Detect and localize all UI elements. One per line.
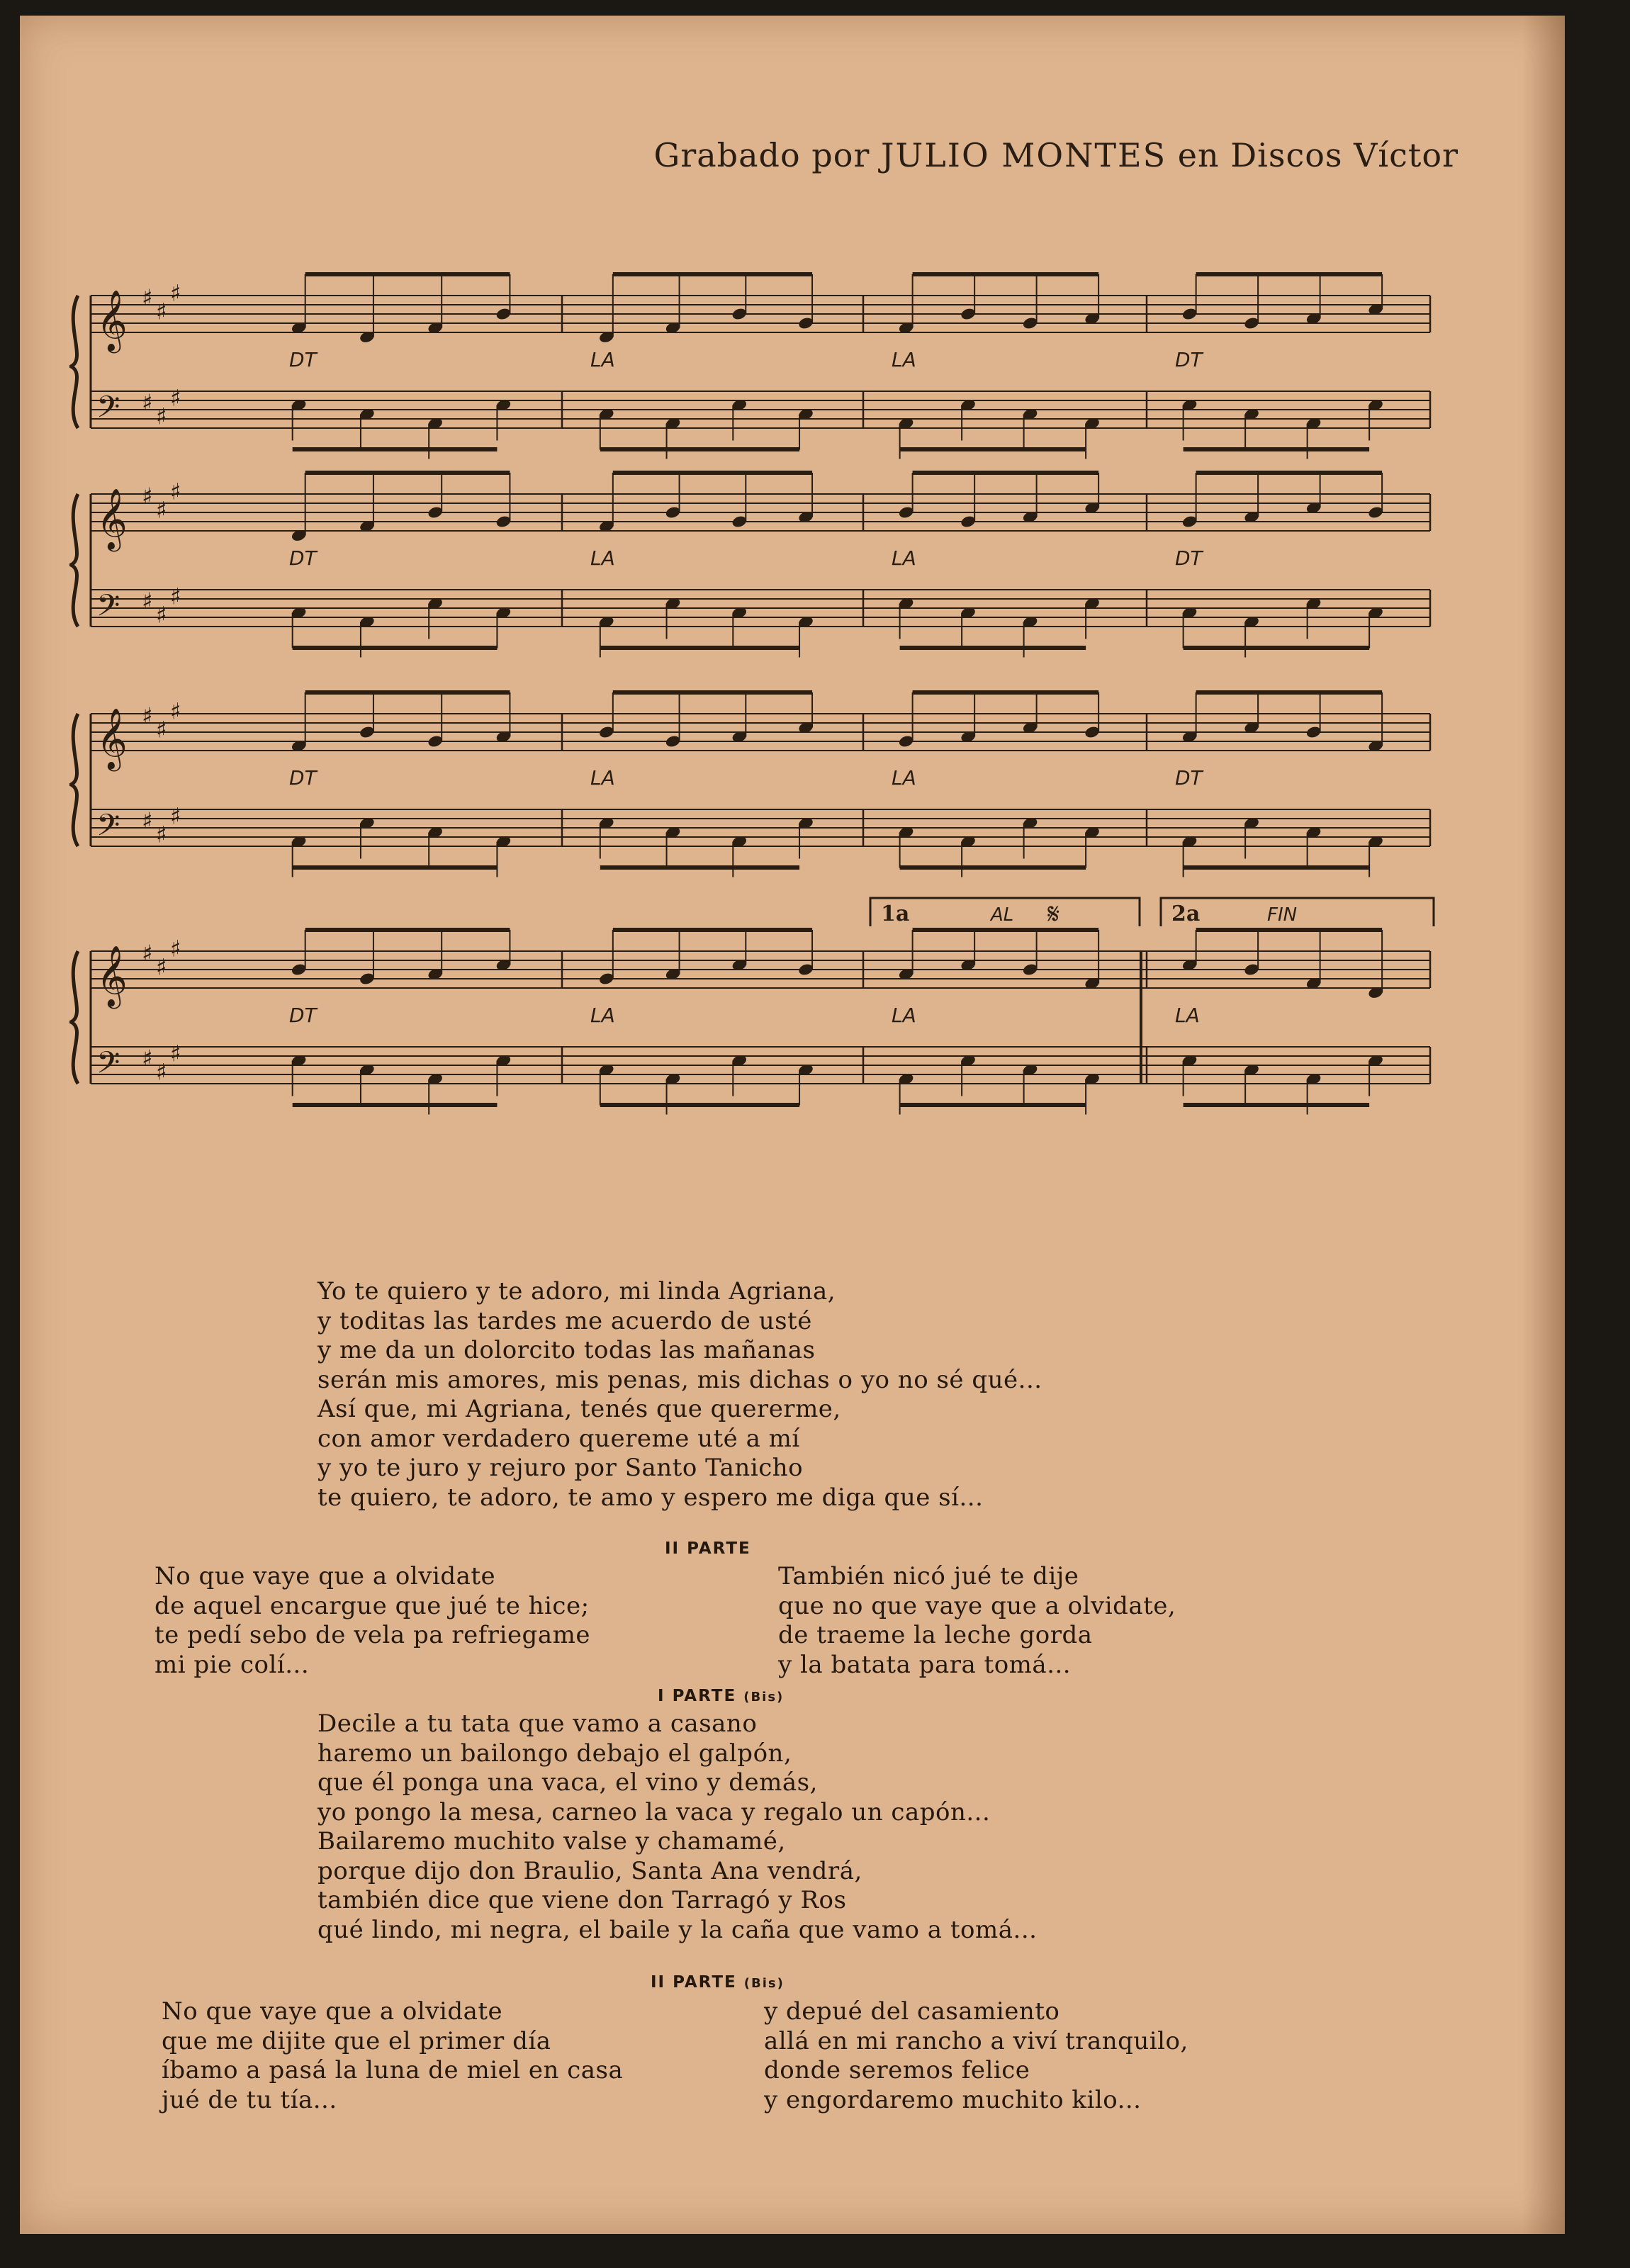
sharp-icon: ♯	[142, 284, 153, 311]
sharp-icon: ♯	[156, 1058, 167, 1086]
chord-label: LA	[590, 766, 615, 790]
bass-clef-icon: 𝄢	[96, 390, 120, 432]
treble-clef-icon: 𝄞	[96, 290, 128, 351]
heading-bis-tag: (Bis)	[743, 1690, 785, 1705]
lyric-line: qué lindo, mi negra, el baile y la caña que vamo a tomá...	[317, 1915, 1038, 1944]
volta-2-label: 2a	[1171, 902, 1201, 926]
lyric-line: y depué del casamiento	[764, 1997, 1060, 2026]
sheet-music-score	[69, 271, 1458, 1263]
lyric-line: de traeme la leche gorda	[778, 1621, 1093, 1649]
lyric-line: y yo te juro y rejuro por Santo Tanicho	[317, 1454, 804, 1482]
sharp-icon: ♯	[170, 802, 181, 830]
lyric-line: íbamo a pasá la luna de miel en casa	[162, 2056, 624, 2084]
sharp-icon: ♯	[142, 807, 153, 834]
lyric-line: de aquel encargue que jué te hice;	[154, 1591, 590, 1620]
volta-1-label: 1a	[881, 902, 910, 926]
lyric-line: y me da un dolorcito todas las mañanas	[317, 1336, 816, 1364]
chord-label: DT	[289, 1004, 317, 1027]
treble-clef-icon: 𝄞	[96, 488, 128, 549]
lyric-line: También nicó jué te dije	[778, 1562, 1079, 1590]
lyric-line: donde seremos felice	[764, 2056, 1030, 2084]
lyric-line: que me dijite que el primer día	[162, 2026, 551, 2055]
recorded-suffix: en Discos Víctor	[1177, 136, 1458, 174]
lyric-line: mi pie colí...	[154, 1650, 310, 1679]
chord-label: DT	[1175, 766, 1203, 790]
heading-text: II PARTE	[665, 1539, 751, 1558]
chord-label: LA	[892, 546, 916, 570]
bass-clef-icon: 𝄢	[96, 808, 120, 850]
lyrics-part2-left	[154, 1562, 590, 1680]
chord-label: LA	[590, 546, 615, 570]
sharp-icon: ♯	[142, 1045, 153, 1072]
chord-label: LA	[590, 348, 615, 371]
brace	[71, 951, 78, 1084]
lyric-line: yo pongo la mesa, carneo la vaca y regalo un capón...	[317, 1797, 991, 1826]
volta-bracket-2	[1161, 898, 1434, 926]
sharp-icon: ♯	[142, 389, 153, 416]
brace	[71, 494, 78, 627]
lyric-line: y engordaremo muchito kilo...	[764, 2085, 1142, 2114]
lyric-line: también dice que viene don Tarragó y Ros	[317, 1886, 847, 1914]
sharp-icon: ♯	[156, 496, 167, 524]
chord-label: DT	[289, 766, 317, 790]
lyrics-part2-bis-left	[162, 1997, 623, 2115]
chord-label: DT	[289, 546, 317, 570]
chord-label: LA	[892, 1004, 916, 1027]
sharp-icon: ♯	[156, 601, 167, 629]
score-svg	[69, 271, 1458, 1263]
section-heading-part1-bis	[658, 1687, 784, 1705]
volta-2-mark: FIN	[1267, 904, 1298, 926]
sharp-icon: ♯	[170, 583, 181, 610]
lyric-line: No que vaye que a olvidate	[162, 1997, 503, 2026]
sharp-icon: ♯	[170, 1040, 181, 1067]
sharp-icon: ♯	[170, 697, 181, 725]
bass-clef-icon: 𝄢	[96, 588, 120, 631]
sharp-icon: ♯	[142, 702, 153, 729]
lyric-line: con amor verdadero quereme uté a mí	[317, 1424, 800, 1453]
sharp-icon: ♯	[170, 279, 181, 307]
lyric-line: y toditas las tardes me acuerdo de usté	[317, 1306, 812, 1335]
sharp-icon: ♯	[156, 821, 167, 848]
sharp-icon: ♯	[156, 298, 167, 325]
volta-1-mark: AL	[991, 904, 1014, 926]
lyric-line: porque dijo don Braulio, Santa Ana vendrá,	[317, 1856, 862, 1885]
lyric-line: No que vaye que a olvidate	[154, 1562, 496, 1590]
lyrics-part2-right	[778, 1562, 1176, 1680]
sharp-icon: ♯	[170, 384, 181, 412]
recorded-prefix: Grabado por	[653, 136, 870, 174]
heading-bis-tag: (Bis)	[743, 1976, 785, 1991]
segno-icon: 𝄋	[1047, 898, 1060, 931]
sharp-icon: ♯	[156, 403, 167, 430]
lyric-line: que él ponga una vaca, el vino y demás,	[317, 1768, 818, 1797]
sharp-icon: ♯	[142, 483, 153, 510]
treble-clef-icon: 𝄞	[96, 945, 128, 1006]
lyric-line: jué de tu tía...	[162, 2085, 337, 2114]
chord-label: LA	[1175, 1004, 1200, 1027]
lyric-line: y la batata para tomá...	[778, 1650, 1072, 1679]
lyric-line: te quiero, te adoro, te amo y espero me diga que sí...	[317, 1483, 984, 1512]
bass-clef-icon: 𝄢	[96, 1045, 120, 1088]
heading-text: II PARTE	[651, 1973, 737, 1992]
lyric-line: Bailaremo muchito valse y chamamé,	[317, 1827, 786, 1856]
page-spine-shadow	[1522, 16, 1565, 2234]
sharp-icon: ♯	[170, 478, 181, 505]
lyric-line: Así que, mi Agriana, tenés que quererme,	[317, 1395, 841, 1423]
chord-label: DT	[1175, 348, 1203, 371]
lyric-line: haremo un bailongo debajo el galpón,	[317, 1739, 792, 1768]
chord-label: LA	[892, 766, 916, 790]
artist-name: JULIO MONTES	[881, 136, 1167, 174]
lyric-line: Decile a tu tata que vamo a casano	[317, 1710, 758, 1738]
sharp-icon: ♯	[156, 953, 167, 981]
songbook-page	[20, 16, 1565, 2234]
recording-credit	[608, 136, 1458, 174]
lyric-line: serán mis amores, mis penas, mis dichas o yo no sé qué...	[317, 1365, 1042, 1394]
treble-clef-icon: 𝄞	[96, 708, 128, 769]
chord-label: DT	[1175, 546, 1203, 570]
heading-text: I PARTE	[658, 1687, 737, 1705]
brace	[71, 296, 78, 428]
lyric-line: Yo te quiero y te adoro, mi linda Agriana,	[317, 1277, 836, 1306]
section-heading-part2	[665, 1539, 751, 1558]
sharp-icon: ♯	[170, 935, 181, 962]
sharp-icon: ♯	[156, 716, 167, 743]
chord-label: DT	[289, 348, 317, 371]
section-heading-part2-bis	[651, 1973, 785, 1992]
lyric-line: allá en mi rancho a viví tranquilo,	[764, 2026, 1188, 2055]
lyrics-part1	[317, 1277, 1042, 1512]
lyrics-part1-bis	[317, 1710, 1037, 1945]
sharp-icon: ♯	[142, 940, 153, 967]
sharp-icon: ♯	[142, 588, 153, 614]
brace	[71, 714, 78, 846]
lyric-line: te pedí sebo de vela pa refriegame	[154, 1621, 590, 1649]
lyrics-part2-bis-right	[764, 1997, 1188, 2115]
chord-label: LA	[892, 348, 916, 371]
lyric-line: que no que vaye que a olvidate,	[778, 1591, 1176, 1620]
chord-label: LA	[590, 1004, 615, 1027]
